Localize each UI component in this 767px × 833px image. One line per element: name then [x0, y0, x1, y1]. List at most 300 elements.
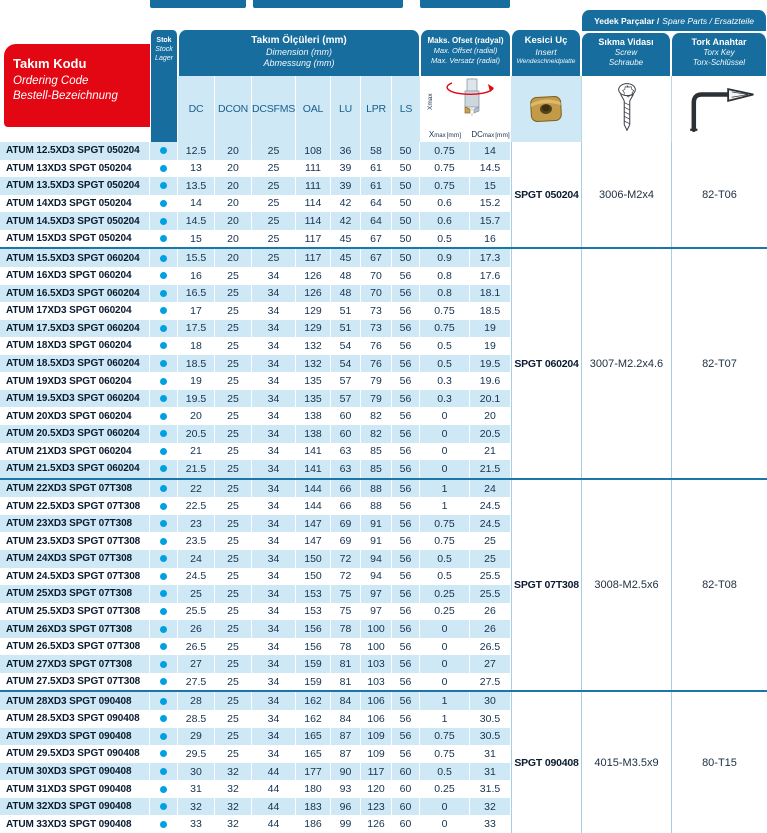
- stock-cell: [150, 285, 178, 303]
- value-lu: 75: [331, 585, 361, 603]
- value-dc: 33: [178, 815, 215, 833]
- table-row: [0, 285, 511, 303]
- value-lpr: 91: [361, 515, 392, 533]
- stock-cell: [150, 355, 178, 373]
- value-dcmax: 15.7: [470, 212, 511, 230]
- value-oal: 135: [296, 390, 331, 408]
- value-xmax: 0: [420, 655, 470, 673]
- value-dcmax: 32: [470, 798, 511, 816]
- torx-code: 82-T06: [671, 142, 767, 247]
- stock-cell: [150, 142, 178, 160]
- value-lu: 60: [331, 407, 361, 425]
- value-dc: 32: [178, 798, 215, 816]
- value-lu: 48: [331, 267, 361, 285]
- ordering-code: ATUM 22XD3 SPGT 07T308: [0, 480, 150, 498]
- stock-cell: [150, 267, 178, 285]
- value-dcon: 32: [215, 798, 252, 816]
- table-row: [0, 710, 511, 728]
- ordering-code: ATUM 29.5XD3 SPGT 090408: [0, 745, 150, 763]
- value-dcsfms: 34: [252, 337, 296, 355]
- ordering-code: ATUM 23XD3 SPGT 07T308: [0, 515, 150, 533]
- value-xmax: 0.5: [420, 550, 470, 568]
- insert-code: SPGT 060204: [511, 249, 581, 477]
- value-oal: 132: [296, 337, 331, 355]
- stock-cell: [150, 160, 178, 178]
- stock-dot: [160, 678, 167, 685]
- value-dcmax: 19: [470, 337, 511, 355]
- value-dcon: 25: [215, 728, 252, 746]
- value-lpr: 82: [361, 407, 392, 425]
- value-dcsfms: 34: [252, 285, 296, 303]
- ordering-code: ATUM 20.5XD3 SPGT 060204: [0, 425, 150, 443]
- value-oal: 117: [296, 249, 331, 267]
- xmax-annotation: Xmax: [427, 93, 434, 110]
- table-row: [0, 798, 511, 816]
- value-dcmax: 27.5: [470, 673, 511, 691]
- ordering-code-header: [4, 44, 150, 127]
- value-lu: 39: [331, 177, 361, 195]
- value-lpr: 76: [361, 355, 392, 373]
- table-row: [0, 515, 511, 533]
- ordering-code: ATUM 24.5XD3 SPGT 07T308: [0, 568, 150, 586]
- value-lu: 51: [331, 302, 361, 320]
- dimensions-header-de: Abmessung (mm): [263, 58, 335, 68]
- value-lpr: 61: [361, 160, 392, 178]
- value-dcon: 25: [215, 480, 252, 498]
- torx-code: 80-T15: [671, 692, 767, 833]
- value-dcmax: 31: [470, 745, 511, 763]
- value-lpr: 67: [361, 249, 392, 267]
- value-ls: 56: [392, 692, 420, 710]
- value-lpr: 126: [361, 815, 392, 833]
- ordering-code: ATUM 16.5XD3 SPGT 060204: [0, 285, 150, 303]
- group-rows: [0, 249, 511, 477]
- value-xmax: 0.5: [420, 568, 470, 586]
- value-oal: 117: [296, 230, 331, 248]
- stock-cell: [150, 425, 178, 443]
- value-dc: 26: [178, 620, 215, 638]
- ordering-code: ATUM 15.5XD3 SPGT 060204: [0, 249, 150, 267]
- ordering-code: ATUM 32XD3 SPGT 090408: [0, 798, 150, 816]
- stock-dot: [160, 272, 167, 279]
- value-lpr: 106: [361, 692, 392, 710]
- value-lpr: 100: [361, 620, 392, 638]
- stock-cell: [150, 568, 178, 586]
- torx-key-icon-cell: [671, 76, 767, 142]
- value-lu: 90: [331, 763, 361, 781]
- ordering-code: ATUM 25.5XD3 SPGT 07T308: [0, 603, 150, 621]
- stock-cell: [150, 320, 178, 338]
- value-dcmax: 19.6: [470, 372, 511, 390]
- insert-header-de: Wendeschneidplatte: [516, 58, 576, 65]
- value-dcmax: 27: [470, 655, 511, 673]
- value-xmax: 0: [420, 425, 470, 443]
- value-dcmax: 20: [470, 407, 511, 425]
- xmax-sub: max: [434, 133, 446, 139]
- value-xmax: 0: [420, 407, 470, 425]
- xmax-unit: [mm]: [446, 132, 462, 139]
- value-dc: 24.5: [178, 568, 215, 586]
- value-xmax: 0: [420, 815, 470, 833]
- value-dc: 17.5: [178, 320, 215, 338]
- value-dcon: 25: [215, 603, 252, 621]
- ordering-code: ATUM 30XD3 SPGT 090408: [0, 763, 150, 781]
- value-lpr: 85: [361, 443, 392, 461]
- stock-cell: [150, 249, 178, 267]
- screw-code: 4015-M3.5x9: [581, 692, 671, 833]
- group-rows: [0, 692, 511, 833]
- ordering-code: ATUM 17XD3 SPGT 060204: [0, 302, 150, 320]
- value-ls: 56: [392, 515, 420, 533]
- value-ls: 56: [392, 425, 420, 443]
- value-dcsfms: 25: [252, 142, 296, 160]
- stock-dot: [160, 147, 167, 154]
- value-oal: 132: [296, 355, 331, 373]
- stock-dot: [160, 643, 167, 650]
- value-oal: 183: [296, 798, 331, 816]
- stock-cell: [150, 230, 178, 248]
- ordering-code: ATUM 31XD3 SPGT 090408: [0, 780, 150, 798]
- table-row: [0, 480, 511, 498]
- value-dcsfms: 34: [252, 515, 296, 533]
- value-dcmax: 14: [470, 142, 511, 160]
- ordering-code: ATUM 16XD3 SPGT 060204: [0, 267, 150, 285]
- value-xmax: 0: [420, 620, 470, 638]
- value-dc: 30: [178, 763, 215, 781]
- value-lpr: 82: [361, 425, 392, 443]
- value-dcon: 25: [215, 285, 252, 303]
- stock-dot: [160, 555, 167, 562]
- stock-cell: [150, 620, 178, 638]
- value-ls: 56: [392, 673, 420, 691]
- value-xmax: 0.75: [420, 728, 470, 746]
- value-dc: 21: [178, 443, 215, 461]
- value-lpr: 109: [361, 745, 392, 763]
- value-dcsfms: 34: [252, 390, 296, 408]
- value-dcmax: 24: [470, 480, 511, 498]
- value-dcsfms: 44: [252, 763, 296, 781]
- value-dcon: 25: [215, 655, 252, 673]
- torx-code: 82-T08: [671, 480, 767, 691]
- value-dcon: 25: [215, 390, 252, 408]
- table-row: [0, 728, 511, 746]
- value-dcon: 20: [215, 212, 252, 230]
- offset-header-en: Max. Offset (radial): [433, 46, 498, 55]
- stock-column-header: [150, 30, 178, 142]
- stock-cell: [150, 585, 178, 603]
- value-ls: 50: [392, 195, 420, 213]
- value-oal: 156: [296, 638, 331, 656]
- value-dcsfms: 34: [252, 692, 296, 710]
- stock-cell: [150, 497, 178, 515]
- spare-parts-en-de: Spare Parts / Ersatzteile: [662, 15, 754, 26]
- value-dc: 12.5: [178, 142, 215, 160]
- stock-dot: [160, 538, 167, 545]
- value-dcsfms: 34: [252, 728, 296, 746]
- value-lu: 87: [331, 728, 361, 746]
- value-dc: 23: [178, 515, 215, 533]
- stock-header-de: Lager: [155, 55, 173, 62]
- value-dc: 19.5: [178, 390, 215, 408]
- value-dcsfms: 44: [252, 798, 296, 816]
- value-dc: 29.5: [178, 745, 215, 763]
- stock-cell: [150, 195, 178, 213]
- value-ls: 56: [392, 603, 420, 621]
- value-dc: 21.5: [178, 460, 215, 478]
- value-dcsfms: 25: [252, 249, 296, 267]
- stock-cell: [150, 728, 178, 746]
- value-dcon: 25: [215, 407, 252, 425]
- table-row: [0, 425, 511, 443]
- value-ls: 56: [392, 285, 420, 303]
- value-oal: 150: [296, 568, 331, 586]
- stock-cell: [150, 515, 178, 533]
- value-dc: 13.5: [178, 177, 215, 195]
- insert-code: SPGT 07T308: [511, 480, 581, 691]
- value-lpr: 106: [361, 710, 392, 728]
- torx-code: 82-T07: [671, 249, 767, 477]
- value-dc: 15: [178, 230, 215, 248]
- value-dcmax: 14.5: [470, 160, 511, 178]
- dimensions-header-tr: Takım Ölçüleri (mm): [251, 35, 347, 46]
- stock-dot: [160, 573, 167, 580]
- value-oal: 162: [296, 710, 331, 728]
- stock-dot: [160, 200, 167, 207]
- value-lu: 63: [331, 460, 361, 478]
- table-row: [0, 568, 511, 586]
- screw-column-header: [581, 33, 671, 76]
- value-dcon: 25: [215, 267, 252, 285]
- value-ls: 50: [392, 212, 420, 230]
- value-ls: 56: [392, 267, 420, 285]
- insert-code: SPGT 050204: [511, 142, 581, 247]
- insert-header-tr: Kesici Uç: [524, 35, 568, 46]
- value-xmax: 0.5: [420, 337, 470, 355]
- table-row: [0, 302, 511, 320]
- table-row: [0, 177, 511, 195]
- stock-cell: [150, 480, 178, 498]
- value-dcsfms: 34: [252, 320, 296, 338]
- table-row: [0, 372, 511, 390]
- stock-dot: [160, 608, 167, 615]
- value-lu: 54: [331, 337, 361, 355]
- value-dcon: 25: [215, 673, 252, 691]
- value-dcon: 25: [215, 532, 252, 550]
- torx-screw-icon: [615, 81, 639, 137]
- ordering-code: ATUM 18.5XD3 SPGT 060204: [0, 355, 150, 373]
- value-lu: 99: [331, 815, 361, 833]
- value-dcsfms: 34: [252, 267, 296, 285]
- table-row: [0, 815, 511, 833]
- value-lu: 69: [331, 515, 361, 533]
- value-oal: 111: [296, 160, 331, 178]
- table-row: [0, 692, 511, 710]
- table-row: [0, 460, 511, 478]
- value-lu: 51: [331, 320, 361, 338]
- ordering-code-header-en: Ordering Code: [13, 75, 89, 87]
- value-dcmax: 26: [470, 620, 511, 638]
- value-lu: 87: [331, 745, 361, 763]
- value-dcmax: 25: [470, 532, 511, 550]
- stock-cell: [150, 692, 178, 710]
- torx-key-icon: [679, 81, 761, 137]
- table-row: [0, 638, 511, 656]
- value-dcmax: 21.5: [470, 460, 511, 478]
- screw-code: 3006-M2x4: [581, 142, 671, 247]
- value-oal: 114: [296, 212, 331, 230]
- stock-dot: [160, 360, 167, 367]
- ordering-code: ATUM 12.5XD3 SPGT 050204: [0, 142, 150, 160]
- value-dcon: 25: [215, 372, 252, 390]
- stock-dot: [160, 750, 167, 757]
- value-ls: 56: [392, 355, 420, 373]
- value-dcmax: 25.5: [470, 568, 511, 586]
- value-dc: 18: [178, 337, 215, 355]
- stock-header-en: Stock: [155, 46, 173, 53]
- table-row: [0, 673, 511, 691]
- ordering-code: ATUM 25XD3 SPGT 07T308: [0, 585, 150, 603]
- value-dcon: 32: [215, 763, 252, 781]
- value-dc: 29: [178, 728, 215, 746]
- value-dcmax: 30.5: [470, 728, 511, 746]
- value-dcon: 25: [215, 638, 252, 656]
- stock-cell: [150, 798, 178, 816]
- value-xmax: 0.25: [420, 603, 470, 621]
- insert-column-header: [511, 30, 581, 76]
- value-lpr: 79: [361, 372, 392, 390]
- value-lu: 84: [331, 692, 361, 710]
- value-dcsfms: 34: [252, 638, 296, 656]
- table-row: [0, 620, 511, 638]
- table-row: [0, 160, 511, 178]
- value-dcsfms: 34: [252, 585, 296, 603]
- value-dcsfms: 34: [252, 372, 296, 390]
- value-dc: 20: [178, 407, 215, 425]
- value-oal: 150: [296, 550, 331, 568]
- value-lu: 36: [331, 142, 361, 160]
- ordering-code: ATUM 28XD3 SPGT 090408: [0, 692, 150, 710]
- column-header-ls: LS: [399, 103, 413, 115]
- value-dcsfms: 34: [252, 460, 296, 478]
- ordering-code: ATUM 26.5XD3 SPGT 07T308: [0, 638, 150, 656]
- value-lu: 72: [331, 550, 361, 568]
- value-lu: 45: [331, 249, 361, 267]
- value-dcon: 25: [215, 515, 252, 533]
- value-lu: 81: [331, 673, 361, 691]
- value-xmax: 0: [420, 673, 470, 691]
- ordering-code: ATUM 29XD3 SPGT 090408: [0, 728, 150, 746]
- value-ls: 56: [392, 710, 420, 728]
- value-xmax: 0.75: [420, 160, 470, 178]
- ordering-code: ATUM 13XD3 SPGT 050204: [0, 160, 150, 178]
- value-dc: 19: [178, 372, 215, 390]
- value-lpr: 97: [361, 603, 392, 621]
- ordering-code: ATUM 14XD3 SPGT 050204: [0, 195, 150, 213]
- value-xmax: 0.5: [420, 763, 470, 781]
- value-oal: 108: [296, 142, 331, 160]
- group-rows: [0, 142, 511, 247]
- value-ls: 56: [392, 302, 420, 320]
- stock-cell: [150, 337, 178, 355]
- value-ls: 60: [392, 798, 420, 816]
- value-xmax: 0.25: [420, 780, 470, 798]
- ordering-code: ATUM 19.5XD3 SPGT 060204: [0, 390, 150, 408]
- value-dcmax: 19.5: [470, 355, 511, 373]
- value-ls: 56: [392, 443, 420, 461]
- value-lpr: 70: [361, 267, 392, 285]
- value-ls: 56: [392, 497, 420, 515]
- value-dcmax: 33: [470, 815, 511, 833]
- stock-dot: [160, 307, 167, 314]
- stock-dot: [160, 590, 167, 597]
- stock-cell: [150, 655, 178, 673]
- value-dc: 26.5: [178, 638, 215, 656]
- torx-header-tr: Tork Anahtar: [691, 37, 747, 47]
- stock-dot: [160, 255, 167, 262]
- table-row: [0, 532, 511, 550]
- value-dcon: 32: [215, 815, 252, 833]
- value-dcmax: 26.5: [470, 638, 511, 656]
- value-dc: 27.5: [178, 673, 215, 691]
- value-dcon: 25: [215, 568, 252, 586]
- value-lpr: 117: [361, 763, 392, 781]
- value-dcmax: 15.2: [470, 195, 511, 213]
- value-xmax: 0.3: [420, 390, 470, 408]
- stock-dot: [160, 485, 167, 492]
- value-dcon: 20: [215, 142, 252, 160]
- screw-code: 3008-M2.5x6: [581, 480, 671, 691]
- stock-dot: [160, 715, 167, 722]
- value-dc: 14: [178, 195, 215, 213]
- value-oal: 111: [296, 177, 331, 195]
- value-dc: 22: [178, 480, 215, 498]
- insert-code: SPGT 090408: [511, 692, 581, 833]
- stock-dot: [160, 803, 167, 810]
- ordering-code: ATUM 21XD3 SPGT 060204: [0, 443, 150, 461]
- stock-dot: [160, 235, 167, 242]
- product-group: [0, 142, 767, 247]
- value-dc: 16.5: [178, 285, 215, 303]
- value-dc: 18.5: [178, 355, 215, 373]
- value-xmax: 0.9: [420, 249, 470, 267]
- value-lu: 72: [331, 568, 361, 586]
- value-ls: 50: [392, 249, 420, 267]
- value-dcmax: 30.5: [470, 710, 511, 728]
- value-dcmax: 19: [470, 320, 511, 338]
- value-xmax: 0.25: [420, 585, 470, 603]
- table-row: [0, 355, 511, 373]
- value-lu: 93: [331, 780, 361, 798]
- value-oal: 153: [296, 585, 331, 603]
- value-dcsfms: 34: [252, 568, 296, 586]
- value-ls: 56: [392, 407, 420, 425]
- max-offset-illustration-area: [420, 76, 511, 142]
- value-oal: 147: [296, 532, 331, 550]
- stock-dot: [160, 733, 167, 740]
- value-lu: 78: [331, 638, 361, 656]
- value-lu: 78: [331, 620, 361, 638]
- ordering-code-header-tr: Takım Kodu: [13, 56, 87, 71]
- column-header-lu: LU: [331, 76, 361, 142]
- dcmax-sub: max: [482, 133, 495, 139]
- value-lpr: 76: [361, 337, 392, 355]
- value-ls: 56: [392, 568, 420, 586]
- value-dcsfms: 34: [252, 603, 296, 621]
- stock-dot: [160, 325, 167, 332]
- stock-dot: [160, 218, 167, 225]
- value-dcon: 25: [215, 550, 252, 568]
- value-xmax: 0.5: [420, 355, 470, 373]
